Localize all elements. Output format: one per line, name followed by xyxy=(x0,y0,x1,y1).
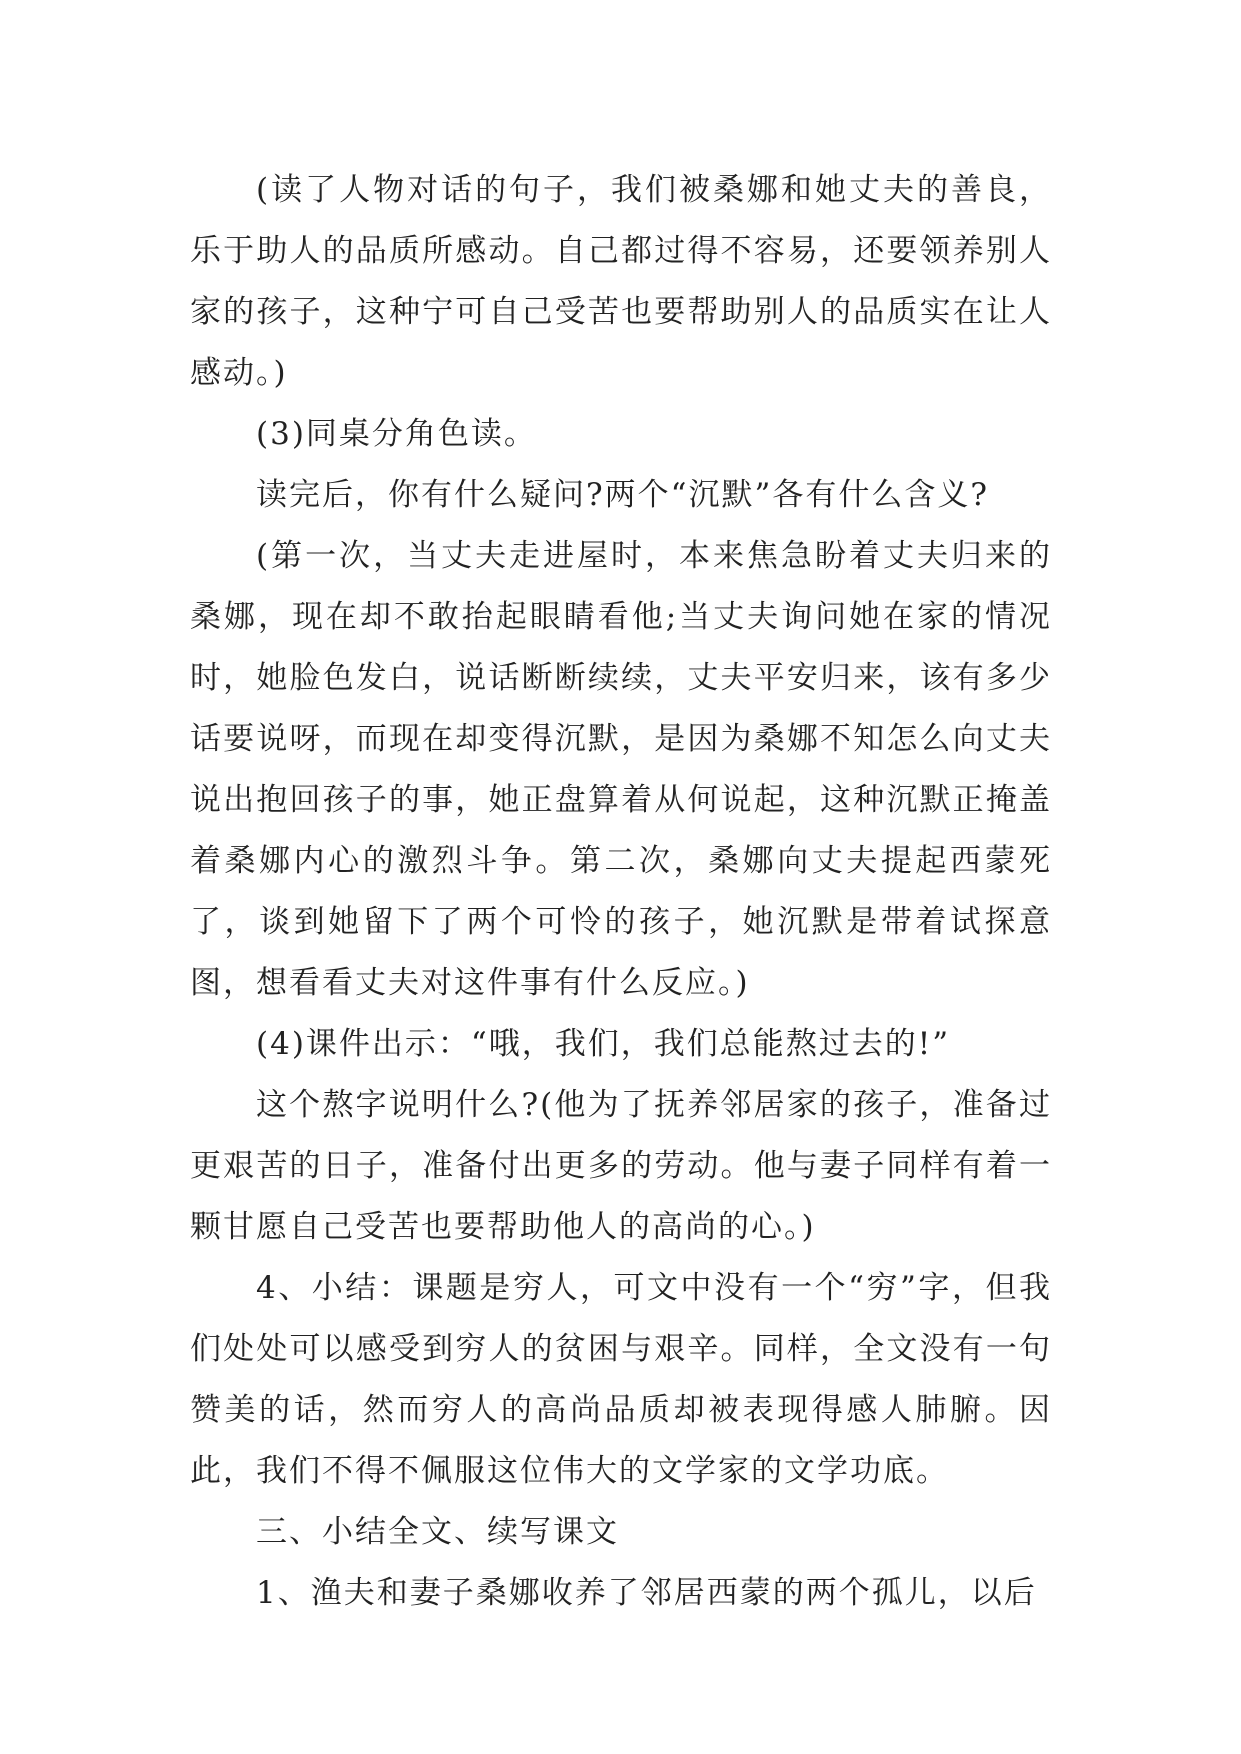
page-body xyxy=(190,160,1052,1624)
paragraph-word-analysis: 这个熬字说明什么?(他为了抚养邻居家的孩子，准备过更艰苦的日子，准备付出更多的劳动。他与妻子同样有着一颗甘愿自己受苦也要帮助他人的高尚的心。) xyxy=(190,1087,1052,1245)
paragraph-reading-reflection: (读了人物对话的句子，我们被桑娜和她丈夫的善良，乐于助人的品质所感动。自己都过得不容易，还要领养别人家的孩子，这种宁可自己受苦也要帮助别人的品质实在让人感动。) xyxy=(190,172,1052,391)
paragraph-step-3: (3)同桌分角色读。 xyxy=(256,416,537,452)
paragraph-question: 读完后，你有什么疑问?两个“沉默”各有什么含义? xyxy=(256,477,989,513)
paragraph-summary: 4、小结：课题是穷人，可文中没有一个“穷”字，但我们处处可以感受到穷人的贫困与艰辛。同样，全文没有一句赞美的话，然而穷人的高尚品质却被表现得感人肺腑。因此，我们不得不佩服这位伟大的文学家的文学功底。 xyxy=(190,1270,1052,1489)
paragraph-step-4: (4)课件出示：“哦，我们，我们总能熬过去的!” xyxy=(256,1026,951,1062)
paragraph-continuation: 1、渔夫和妻子桑娜收养了邻居西蒙的两个孤儿，以后 xyxy=(256,1575,1037,1611)
section-heading: 三、小结全文、续写课文 xyxy=(256,1514,619,1550)
paragraph-silence-analysis: (第一次，当丈夫走进屋时，本来焦急盼着丈夫归来的桑娜，现在却不敢抬起眼睛看他;当丈夫询问她在家的情况时，她脸色发白，说话断断续续，丈夫平安归来，该有多少话要说呀，而现在却变得沉默，是因为桑娜不知怎么向丈夫说出抱回孩子的事，她正盘算着从何说起，这种沉默正掩盖着桑娜内心的激烈斗争。第二次，桑娜向丈夫提起西蒙死了，谈到她留下了两个可怜的孩子，她沉默是带着试探意图，想看看丈夫对这件事有什么反应。) xyxy=(190,538,1052,1001)
